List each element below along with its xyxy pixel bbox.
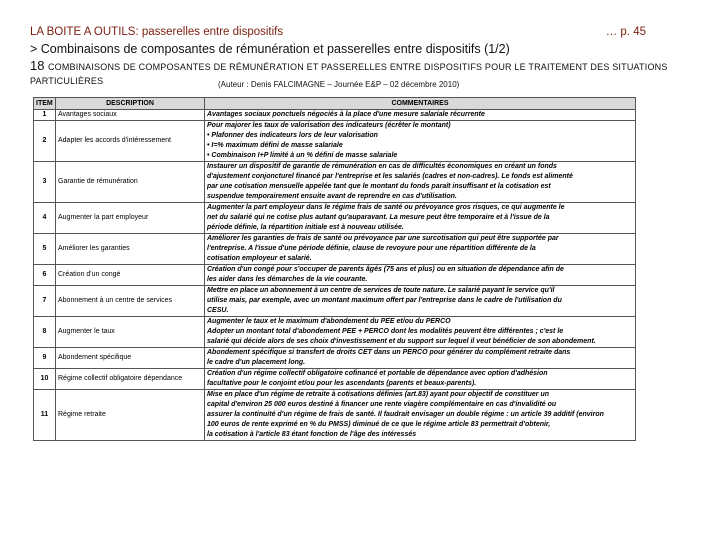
item-description: Augmenter le taux [56,317,205,348]
table-row [34,348,636,369]
item-number: 3 [34,162,56,203]
comment-line: 100 euros de rente exprimé en % du PMSS) diminué de ce que le régime article 83 permettrait d'obtenir, [207,421,551,428]
item-comment [205,369,636,390]
item-description: Avantages sociaux [56,110,205,121]
item-description: Abonnement à un centre de services [56,286,205,317]
comment-line: la cotisation à l'article 83 étant fonction de l'âge des intéressés [207,431,417,438]
item-number: 1 [34,110,56,121]
comment-line: Pour majorer les taux de valorisation des indicateurs (écrêter le montant) [207,122,451,129]
item-description: Régime retraite [56,390,205,441]
item-number: 2 [34,121,56,162]
item-description: Adapter les accords d'intéressement [56,121,205,162]
comment-line: d'ajustement conjoncturel financé par l'entreprise et les salariés (cadres et non-cadres). Le fonds est alimenté [207,173,573,180]
comment-line: l'entreprise. A l'issue d'une période définie, clause de revoyure pour une répartition différente de la [207,245,536,252]
item-description: Augmenter la part employeur [56,203,205,234]
table-row [34,121,636,162]
item-comment [205,203,636,234]
comment-line: Mettre en place un abonnement à un centre de services de toute nature. Le salarié payant le service qu'il [207,287,555,294]
item-number: 5 [34,234,56,265]
comment-line: période définie, la répartition initiale est à nouveau utilisée. [207,224,404,231]
comment-line: par une cotisation mensuelle appelée tant que le montant du fonds paraît insuffisant et la cotisation est [207,183,551,190]
comment-line: facultative pour le conjoint et/ou pour les ascendants (parents et beaux-parents). [207,380,477,387]
heading-text: COMBINAISONS DE COMPOSANTES DE RÉMUNÉRATION ET PASSERELLES ENTRE DISPOSITIFS POUR LE TRAITEMENT DES SITUATIONS PARTICULIÈRES [30,62,668,86]
comment-line: le cadre d'un placement long. [207,359,306,366]
table-row [34,110,636,121]
heading-number: 18 [30,58,45,73]
comment-line: Améliorer les garanties de frais de santé ou prévoyance par une surcotisation qui peut être supportée par [207,235,559,242]
comment-line: Création d'un congé pour s'occuper de parents âgés (75 ans et plus) ou en situation de dépendance afin de [207,266,564,273]
comment-line: Adopter un montant total d'abondement PEE + PERCO dont les modalités peuvent être différentes ; c'est le [207,328,564,335]
item-description: Garantie de rémunération [56,162,205,203]
slide-subtitle: > Combinaisons de composantes de rémunération et passerelles entre dispositifs (1/2) [30,42,510,56]
presentation-title [30,26,650,38]
item-comment [205,121,636,162]
item-description: Régime collectif obligatoire dépendance [56,369,205,390]
column-header-comments: COMMENTAIRES [205,98,636,110]
comment-line: salarié qui décide alors de ses choix d'investissement et du support sur lequel il veut bénéficier de son abondement. [207,338,596,345]
item-number: 8 [34,317,56,348]
table-row [34,162,636,203]
item-comment [205,286,636,317]
item-comment [205,348,636,369]
comment-line: assurer la continuité d'un régime de frais de santé. Il faudrait envisager un double régime : un article 39 additif (environ [207,411,604,418]
item-comment [205,234,636,265]
item-comment [205,162,636,203]
column-header-item: ITEM [34,98,56,110]
comment-line: Création d'un régime collectif obligatoire cofinancé et portable de dépendance avec option d'adhésion [207,370,548,377]
item-comment [205,317,636,348]
tools-table [33,97,636,441]
item-number: 10 [34,369,56,390]
item-number: 6 [34,265,56,286]
item-number: 11 [34,390,56,441]
comment-line: Abondement spécifique si transfert de droits CET dans un PERCO pour générer du complément retraite dans [207,349,571,356]
page-reference: … p. 45 [605,26,646,38]
table-header-row [34,98,636,110]
comment-line: Avantages sociaux ponctuels négociés à la place d'une mesure salariale récurrente [207,111,485,118]
comment-line: suspendue temporairement ensuite avant de reprendre en cas d'utilisation. [207,193,457,200]
table-row [34,390,636,441]
comment-line: CESU. [207,307,229,314]
table-row [34,369,636,390]
comment-line: utilise mais, par exemple, avec un montant maximum offert par l'entreprise dans le cadre de l'utilisation du [207,297,562,304]
item-number: 7 [34,286,56,317]
comment-line: cotisation employeur et salarié. [207,255,312,262]
comment-line: capital d'environ 25 000 euros destiné à financer une rente viagère complémentaire en cas d'invalidité ou [207,401,557,408]
comment-line: Mise en place d'un régime de retraite à cotisations définies (art.83) ayant pour objectif de constituer un [207,391,550,398]
item-comment [205,110,636,121]
table-row [34,317,636,348]
comment-line: Instaurer un dispositif de garantie de rémunération en cas de difficultés économiques en créant un fonds [207,163,557,170]
comment-line: net du salarié qui ne cotise plus autant qu'auparavant. La mesure peut être temporaire et à l'issue de la [207,214,550,221]
item-number: 9 [34,348,56,369]
item-description: Abondement spécifique [56,348,205,369]
item-comment [205,265,636,286]
comment-line: • Combinaison I+P limité à un % défini de masse salariale [207,152,398,159]
comment-line: les aider dans les démarches de la vie courante. [207,276,368,283]
author-credit: (Auteur : Denis FALCIMAGNE – Journée E&P – 02 décembre 2010) [218,80,460,89]
table-body [34,110,636,441]
comment-line: • Plafonner des indicateurs lors de leur valorisation [207,132,378,139]
comment-line: Augmenter la part employeur dans le régime frais de santé ou prévoyance gros risques, ce qui augmente le [207,204,565,211]
table-row [34,286,636,317]
item-comment [205,390,636,441]
column-header-description: DESCRIPTION [56,98,205,110]
table-row [34,234,636,265]
item-description: Création d'un congé [56,265,205,286]
item-number: 4 [34,203,56,234]
table-row [34,203,636,234]
title-text: LA BOITE A OUTILS: passerelles entre dispositifs [30,26,284,38]
table-row [34,265,636,286]
item-description: Améliorer les garanties [56,234,205,265]
comment-line: • I=% maximum défini de masse salariale [207,142,343,149]
comment-line: Augmenter le taux et le maximum d'abondement du PEE et/ou du PERCO [207,318,451,325]
